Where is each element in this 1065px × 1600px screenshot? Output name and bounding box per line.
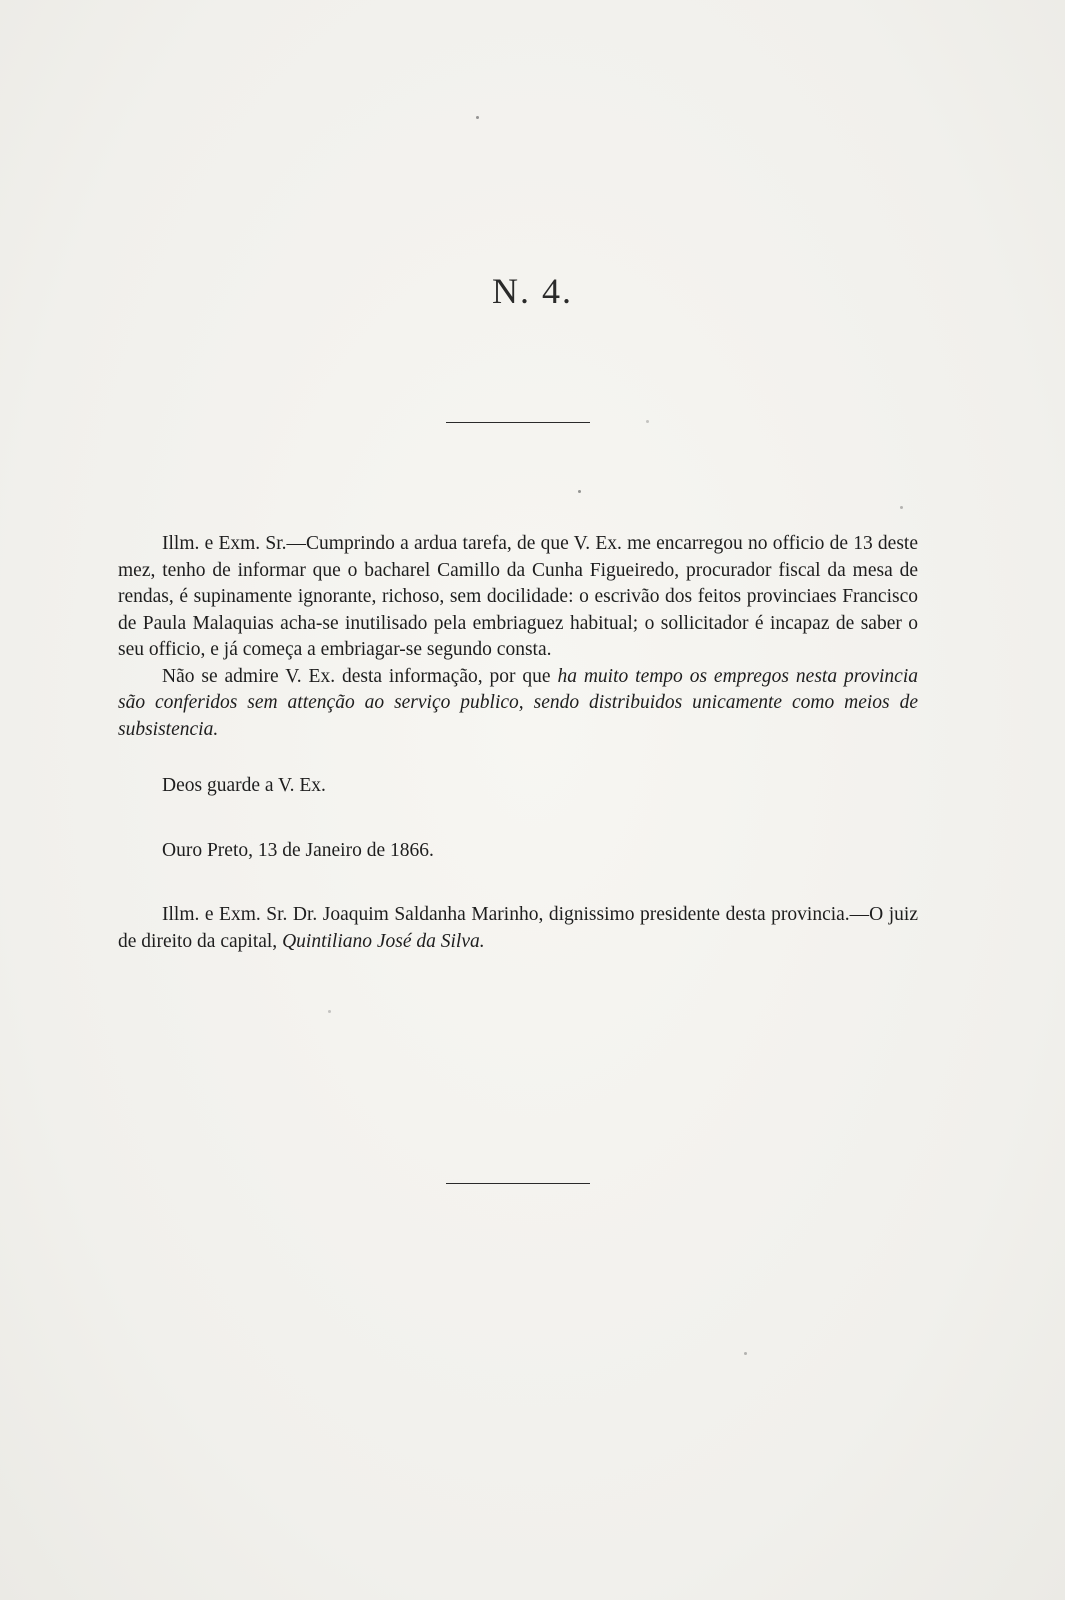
letter-paragraph-remark xyxy=(118,664,918,744)
letter-salutation: Deos guarde a V. Ex. xyxy=(162,775,326,796)
paper-speck xyxy=(476,116,479,119)
paper-speck xyxy=(744,1352,747,1355)
remark-italic-text: ha muito tempo os empregos nesta provincia são conferidos sem attenção ao serviço publico, sendo distribuidos unicamente como meios de subsistencia. xyxy=(118,665,918,740)
top-divider xyxy=(446,422,590,423)
letter-body xyxy=(118,531,918,955)
signature-name: Quintiliano José da Silva. xyxy=(282,930,485,952)
document-number-heading: N. 4. xyxy=(492,271,573,311)
remark-text: Não se admire V. Ex. desta informação, por que xyxy=(162,665,558,687)
letter-paragraph-report: Illm. e Exm. Sr.—Cumprindo a ardua tarefa, de que V. Ex. me encarregou no officio de 13 deste mez, tenho de informar que o bacharel Camillo da Cunha Figueiredo, procurador fiscal da mesa de rendas, é supinamente ignorante, richoso, sem docilidade: o escrivão dos feitos provinciaes Francisco de Paula Malaquias acha-se inutilisado pela embriaguez habitual; o sollicitador é incapaz de saber o seu officio, e já começa a embriagar-se segundo consta. xyxy=(118,533,918,660)
paper-speck xyxy=(578,490,581,493)
letter-place-date: Ouro Preto, 13 de Janeiro de 1866. xyxy=(162,839,434,861)
paper-speck xyxy=(900,506,903,509)
letter-addressee xyxy=(118,902,918,955)
paper-speck xyxy=(328,1010,331,1013)
bottom-divider xyxy=(446,1183,590,1184)
paper-speck xyxy=(646,420,649,423)
addressee-text: Illm. e Exm. Sr. Dr. Joaquim Saldanha Marinho, dignissimo presidente desta provincia.—O juiz de direito da capital, xyxy=(118,904,918,952)
